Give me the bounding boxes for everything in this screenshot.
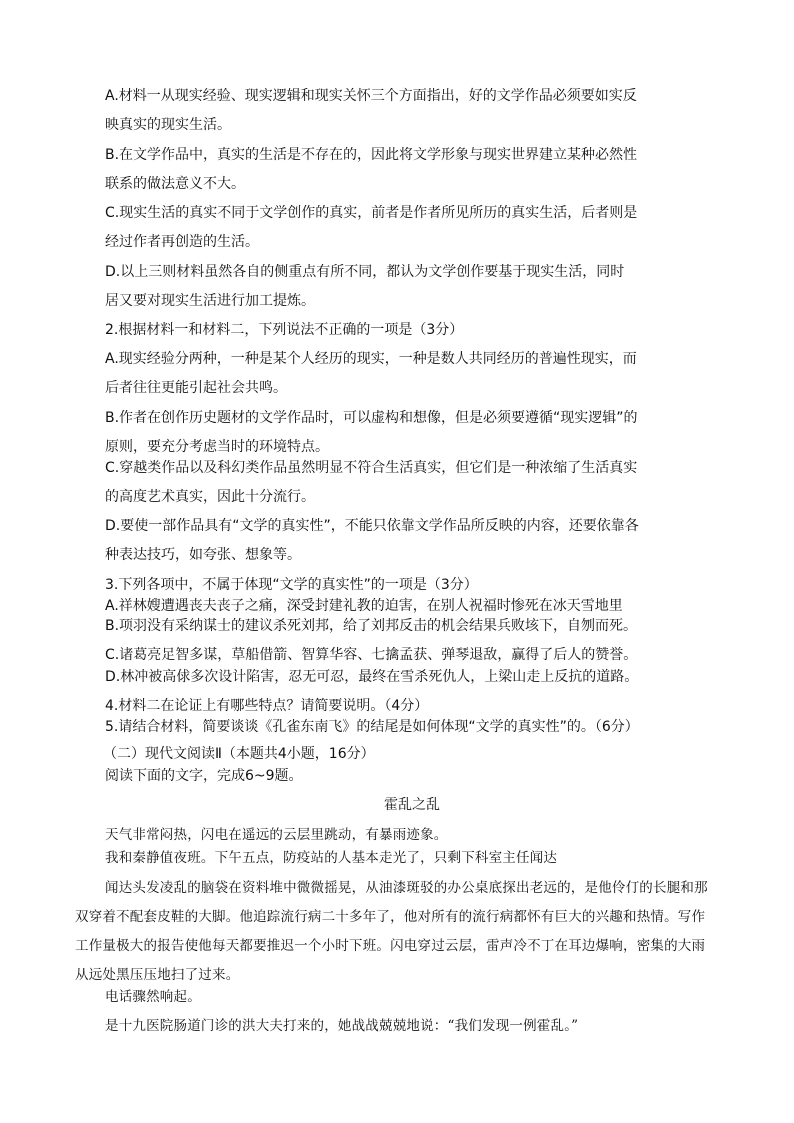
story-paragraph-5: 是十九医院肠道门诊的洪大夫打来的，她战战兢兢地说：“我们发现一例霍乱。”: [105, 1018, 579, 1034]
q2-option-a-line1: A.现实经验分两种，一种是某个人经历的现实，一种是数人共同经历的普遍性现实，而: [105, 351, 637, 367]
story-paragraph-3-line2: 双穿着不配套皮鞋的大脚。他追踪流行病二十多年了，他对所有的流行病都怀有巨大的兴趣和热情。写作: [75, 909, 706, 925]
q1-option-b-line1: B.在文学作品中，真实的生活是不存在的，因此将文学形象与现实世界建立某种必然性: [105, 147, 638, 163]
story-title: 霍乱之乱: [384, 797, 440, 813]
q2-option-b-line1: B.作者在创作历史题材的文学作品时，可以虚构和想像，但是必须要遵循“现实逻辑”的: [105, 410, 638, 426]
q1-option-a-line2: 映真实的现实生活。: [105, 117, 231, 133]
q1-option-b-line2: 联系的做法意义不大。: [105, 176, 245, 192]
story-paragraph-3-line3: 工作量极大的报告使他每天都要推迟一个小时下班。闪电穿过云层，雷声冷不丁在耳边爆响，密集的大雨: [75, 938, 706, 954]
q1-option-d-line2: 居又要对现实生活进行加工提炼。: [105, 293, 315, 309]
reading-instruction: 阅读下面的文字，完成6~9题。: [105, 768, 303, 784]
q3-option-b: B.项羽没有采纳谋士的建议杀死刘邦，给了刘邦反击的机会结果兵败垓下，自刎而死。: [105, 618, 638, 634]
story-paragraph-4: 电话骤然响起。: [105, 989, 201, 1005]
q5-question: 5.请结合材料，简要谈谈《孔雀东南飞》的结尾是如何体现“文学的真实性”的。（6分）: [105, 719, 639, 735]
story-paragraph-2: 我和秦静值夜班。下午五点，防疫站的人基本走光了，只剩下科室主任闻达: [105, 850, 558, 866]
q2-option-c-line1: C.穿越类作品以及科幻类作品虽然明显不符合生活真实，但它们是一种浓缩了生活真实: [105, 460, 638, 476]
q1-option-a-line1: A.材料一从现实经验、现实逻辑和现实关怀三个方面指出，好的文学作品必须要如实反: [105, 88, 637, 104]
q3-stem: 3.下列各项中，不属于体现“文学的真实性”的一项是（3分）: [105, 577, 478, 593]
q4-question: 4.材料二在论证上有哪些特点？请简要说明。（4分）: [105, 698, 429, 714]
q2-stem: 2.根据材料一和材料二，下列说法不正确的一项是（3分）: [105, 322, 464, 338]
q1-option-c-line1: C.现实生活的真实不同于文学创作的真实，前者是作者所见所历的真实生活，后者则是: [105, 205, 638, 221]
section-heading: （二）现代文阅读Ⅱ（本题共4小题，16分）: [103, 746, 375, 762]
q2-option-a-line2: 后者往往更能引起社会共鸣。: [105, 380, 287, 396]
q2-option-d-line1: D.要使一部作品具有“文学的真实性”，不能只依靠文学作品所反映的内容，还要依靠各: [105, 518, 639, 534]
q3-option-a: A.祥林嫂遭遇丧夫丧子之痛，深受封建礼教的迫害，在别人祝福时惨死在冰天雪地里: [105, 598, 623, 614]
q2-option-c-line2: 的高度艺术真实，因此十分流行。: [105, 489, 315, 505]
q3-option-c: C.诸葛亮足智多谋，草船借箭、智算华容、七擒孟获、弹琴退敌，赢得了后人的赞誉。: [105, 647, 638, 663]
q1-option-c-line2: 经过作者再创造的生活。: [105, 234, 259, 250]
q2-option-d-line2: 种表达技巧，如夸张、想象等。: [105, 547, 301, 563]
story-paragraph-3-line4: 从远处黑压压地扫了过来。: [75, 967, 240, 983]
q3-option-d: D.林冲被高俅多次设计陷害，忍无可忍，最终在雪杀死仇人，上梁山走上反抗的道路。: [105, 669, 639, 685]
q1-option-d-line1: D.以上三则材料虽然各自的侧重点有所不同，都认为文学创作要基于现实生活，同时: [105, 264, 625, 280]
story-paragraph-1: 天气非常闷热，闪电在遥远的云层里跳动，有暴雨迹象。: [105, 827, 448, 843]
story-paragraph-3-line1: 闻达头发凌乱的脑袋在资料堆中微微摇晃，从油漆斑驳的办公桌底探出老远的，是他伶仃的长腿和那: [105, 880, 708, 896]
q2-option-b-line2: 原则，要充分考虑当时的环境特点。: [105, 439, 329, 455]
